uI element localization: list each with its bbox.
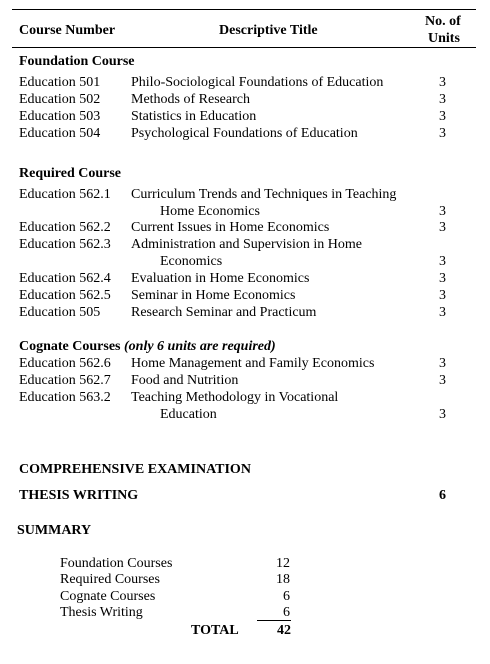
header-units-line2: Units (428, 31, 460, 46)
course-units: 3 (439, 407, 446, 422)
course-number: Education 502 (19, 92, 101, 107)
course-title: Administration and Supervision in Home (131, 237, 362, 252)
course-title: Psychological Foundations of Education (131, 126, 358, 141)
summary-title: SUMMARY (17, 523, 92, 538)
course-title-continued: Home Economics (160, 204, 260, 219)
summary-label: Foundation Courses (60, 556, 173, 571)
course-title: Evaluation in Home Economics (131, 271, 310, 286)
course-number: Education 503 (19, 109, 101, 124)
summary-value: 6 (283, 589, 290, 604)
section-title-required: Required Course (19, 166, 122, 181)
course-title: Seminar in Home Economics (131, 288, 296, 303)
course-units: 3 (439, 220, 446, 235)
course-units: 3 (439, 288, 446, 303)
header-descriptive-title: Descriptive Title (219, 23, 318, 38)
course-title: Methods of Research (131, 92, 250, 107)
course-title-continued: Education (160, 407, 217, 422)
header-bottom-rule (12, 47, 476, 48)
summary-label: Cognate Courses (60, 589, 156, 604)
course-units: 3 (439, 75, 446, 90)
course-number: Education 562.1 (19, 187, 111, 202)
course-units: 3 (439, 92, 446, 107)
course-units: 3 (439, 271, 446, 286)
header-course-number: Course Number (19, 23, 116, 38)
total-value: 42 (277, 623, 291, 638)
course-number: Education 505 (19, 305, 101, 320)
section-title-cognate (19, 338, 276, 355)
course-units: 3 (439, 305, 446, 320)
header-top-rule (12, 9, 476, 10)
course-number: Education 562.5 (19, 288, 111, 303)
total-label: TOTAL (191, 623, 239, 638)
section-title-foundation: Foundation Course (19, 54, 135, 69)
summary-label: Required Courses (60, 572, 160, 587)
course-title: Curriculum Trends and Techniques in Teaching (131, 187, 397, 202)
summary-label: Thesis Writing (60, 605, 143, 620)
course-units: 3 (439, 373, 446, 388)
course-number: Education 563.2 (19, 390, 111, 405)
cognate-title: Cognate Courses (19, 339, 121, 354)
course-number: Education 562.4 (19, 271, 111, 286)
course-title: Food and Nutrition (131, 373, 239, 388)
total-rule (257, 620, 291, 621)
course-title: Current Issues in Home Economics (131, 220, 330, 235)
course-number: Education 504 (19, 126, 101, 141)
header-units-line1: No. of (425, 14, 461, 29)
course-title: Research Seminar and Practicum (131, 305, 317, 320)
course-title: Philo-Sociological Foundations of Education (131, 75, 384, 90)
course-number: Education 562.2 (19, 220, 111, 235)
comprehensive-examination: COMPREHENSIVE EXAMINATION (19, 462, 251, 477)
summary-value: 12 (276, 556, 290, 571)
course-units: 3 (439, 254, 446, 269)
course-units: 3 (439, 109, 446, 124)
summary-value: 6 (283, 605, 290, 620)
cognate-note: (only 6 units are required) (124, 339, 276, 354)
course-number: Education 562.6 (19, 356, 111, 371)
course-units: 3 (439, 126, 446, 141)
course-title-continued: Economics (160, 254, 223, 269)
course-title: Home Management and Family Economics (131, 356, 375, 371)
thesis-writing-label: THESIS WRITING (19, 488, 139, 503)
course-number: Education 562.3 (19, 237, 111, 252)
course-title: Teaching Methodology in Vocational (131, 390, 339, 405)
summary-value: 18 (276, 572, 290, 587)
course-number: Education 562.7 (19, 373, 111, 388)
course-number: Education 501 (19, 75, 101, 90)
course-units: 3 (439, 204, 446, 219)
course-units: 3 (439, 356, 446, 371)
thesis-writing-units: 6 (439, 488, 446, 503)
course-title: Statistics in Education (131, 109, 257, 124)
